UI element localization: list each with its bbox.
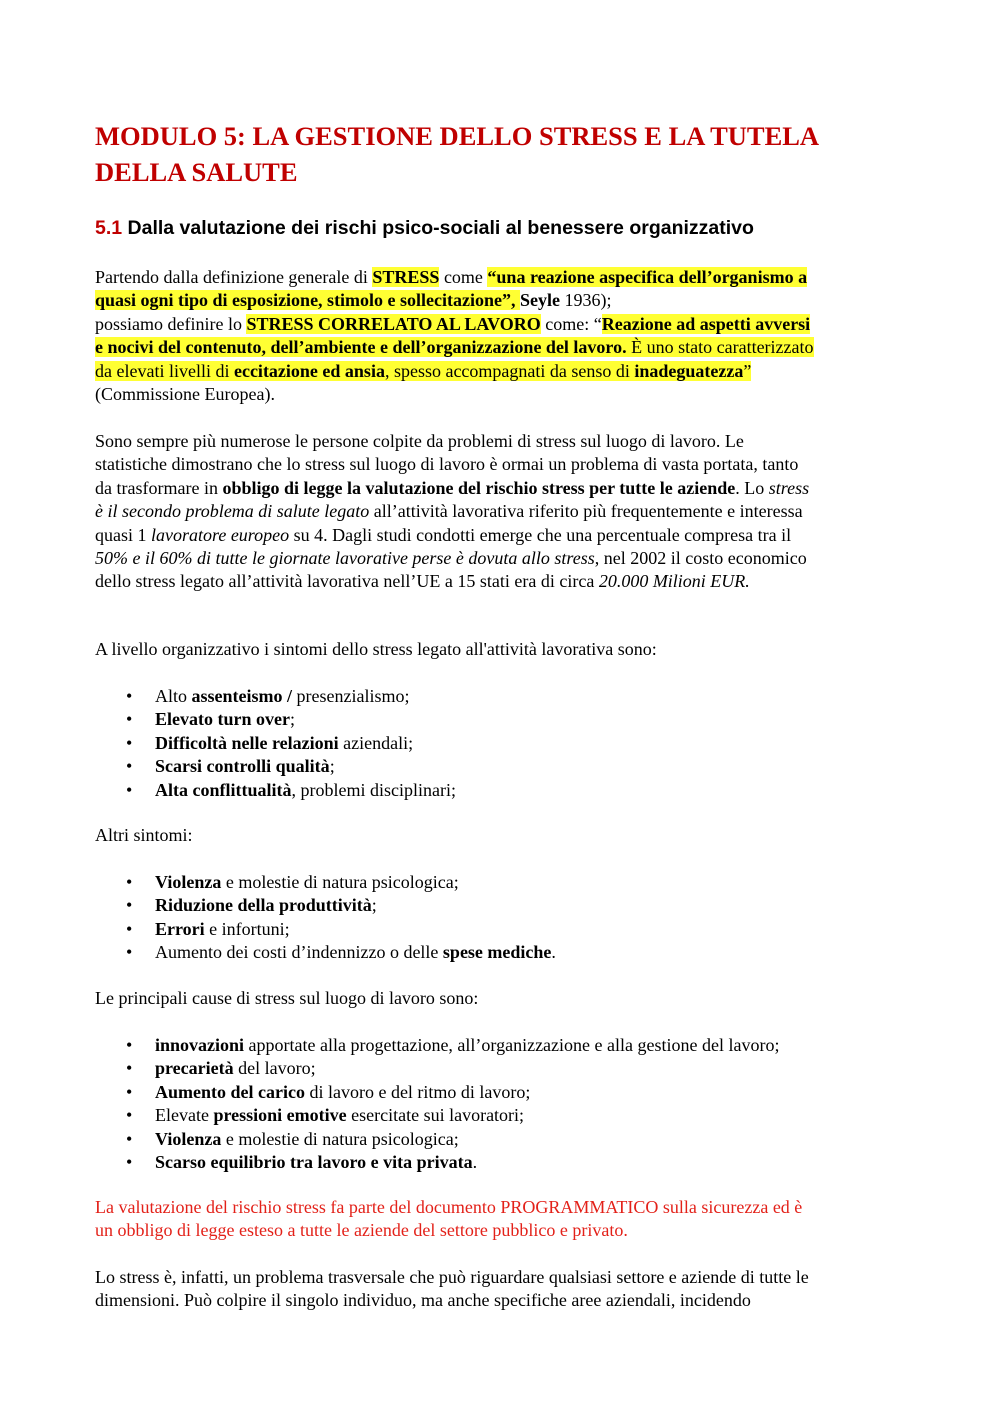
legal-note-line-1: La valutazione del rischio stress fa parte del documento PROGRAMMATICO sulla sicurezza ed è — [95, 1197, 803, 1217]
italic-run: lavoratore europeo — [151, 524, 290, 545]
list-item — [95, 685, 907, 708]
text-run: dello stress legato all’attività lavorativa nell’UE a 15 stati era di circa — [95, 571, 599, 592]
list-item — [95, 1128, 907, 1151]
intro-line-3 — [95, 313, 907, 336]
bold-run: Errori — [155, 918, 205, 939]
bold-run: Scarso equilibrio tra lavoro e vita privata — [155, 1152, 473, 1173]
list-item — [95, 1057, 907, 1080]
page-title-line-1: MODULO 5: LA GESTIONE DELLO STRESS E LA TUTELA — [95, 121, 820, 151]
bullet-icon: • — [126, 779, 133, 800]
bullet-icon: • — [126, 1128, 133, 1149]
bullet-icon: • — [126, 942, 133, 963]
list-item — [95, 1104, 907, 1127]
bullet-icon: • — [126, 686, 133, 706]
bullet-icon: • — [126, 1152, 133, 1173]
intro-paragraph — [95, 266, 907, 406]
bold-run: precarietà — [155, 1058, 234, 1079]
highlight-run: STRESS — [372, 267, 440, 287]
list-item — [95, 1081, 907, 1104]
text-run: Aumento dei costi d’indennizzo o delle — [155, 942, 443, 963]
list-item — [95, 732, 907, 755]
list-item — [95, 779, 907, 802]
text-run: e molestie di natura psicologica; — [221, 1128, 459, 1149]
bold-run: assenteismo / — [191, 686, 293, 706]
italic-run: 50% e il 60% di tutte le giornate lavorative perse è dovuta allo stress — [95, 548, 595, 569]
org-symptoms-list — [95, 685, 907, 802]
text-run: Elevate — [155, 1105, 214, 1126]
bullet-icon: • — [126, 709, 133, 730]
closing-paragraph — [95, 1266, 907, 1313]
text-run: esercitate sui lavoratori; — [346, 1105, 525, 1126]
bold-run: innovazioni — [155, 1035, 245, 1055]
text-run: . — [551, 942, 556, 963]
text-run: ; — [289, 709, 295, 730]
text-run: su 4. Dagli studi condotti emerge che una percentuale compresa tra il — [289, 524, 792, 545]
bold-run: Violenza — [155, 872, 222, 892]
bold-run: Violenza — [155, 1128, 222, 1149]
text-run: e infortuni; — [204, 918, 290, 939]
page-title-line-2: DELLA SALUTE — [95, 157, 298, 187]
highlight-run: da elevati livelli di — [95, 360, 234, 381]
other-symptoms-list — [95, 871, 907, 965]
text-run: da trasformare in — [95, 477, 223, 498]
highlight-run: quasi ogni tipo di esposizione, stimolo e sollecitazione”, — [95, 290, 521, 311]
bullet-icon: • — [126, 918, 133, 939]
text-run: ; — [371, 895, 377, 916]
stats-line-1: Sono sempre più numerose le persone colpite da problemi di stress sul luogo di lavoro. Le — [95, 431, 744, 451]
stats-line-4 — [95, 500, 907, 523]
highlight-run: STRESS CORRELATO AL LAVORO — [246, 313, 541, 334]
legal-note — [95, 1196, 907, 1243]
list-item — [95, 708, 907, 731]
bold-run: obbligo di legge la valutazione del rischio stress per tutte le aziende — [222, 477, 736, 498]
text-run: come: “ — [540, 313, 602, 334]
stats-line-7 — [95, 570, 907, 593]
stats-line-5 — [95, 524, 907, 547]
bullet-icon: • — [126, 1081, 133, 1102]
list-item — [95, 894, 907, 917]
bullet-icon: • — [126, 1035, 133, 1055]
causes-list — [95, 1034, 907, 1174]
section-title: Dalla valutazione dei rischi psico-sociali al benessere organizzativo — [127, 217, 754, 239]
bold-run: pressioni emotive — [213, 1105, 347, 1126]
bold-run: Scarsi controlli qualità — [155, 756, 330, 777]
highlight-run: “una reazione aspecifica dell’organismo a — [487, 267, 808, 287]
closing-line-1: Lo stress è, infatti, un problema trasversale che può riguardare qualsiasi settore e aziende di tutte le — [95, 1267, 809, 1287]
section-number: 5.1 — [95, 217, 123, 239]
bullet-icon: • — [126, 1058, 133, 1079]
stats-line-2: statistiche dimostrano che lo stress sul luogo di lavoro è ormai un problema di vasta portata, tanto — [95, 454, 799, 475]
text-run: , nel 2002 il costo economico — [594, 548, 807, 569]
text-run: e molestie di natura psicologica; — [221, 872, 459, 892]
bold-run: Alta conflittualità — [155, 779, 292, 800]
list-item — [95, 1034, 907, 1057]
highlight-run: e nocivi del contenuto, dell’ambiente e dell’organizzazione del lavoro. — [95, 337, 627, 358]
list-item — [95, 1151, 907, 1174]
italic-run: stress — [768, 477, 810, 498]
text-run: all’attività lavorativa riferito più frequentemente e interessa — [369, 501, 803, 522]
intro-line-6: (Commissione Europea). — [95, 384, 275, 405]
text-run: aziendali; — [338, 732, 414, 753]
text-run: del lavoro; — [233, 1058, 316, 1079]
text-run: possiamo definire lo — [95, 313, 247, 334]
text-run: Alto — [155, 686, 192, 706]
org-symptoms-heading: A livello organizzativo i sintomi dello stress legato all'attività lavorativa sono: — [95, 639, 657, 659]
causes-heading: Le principali cause di stress sul luogo di lavoro sono: — [95, 988, 479, 1008]
list-item — [95, 918, 907, 941]
bullet-icon: • — [126, 1105, 133, 1126]
intro-line-1 — [95, 266, 907, 289]
text-run: . Lo — [735, 477, 769, 498]
highlight-run: È uno stato caratterizzato — [626, 337, 814, 358]
stats-line-6 — [95, 547, 907, 570]
highlight-run: eccitazione ed ansia — [233, 360, 385, 381]
bullet-icon: • — [126, 895, 133, 916]
text-run: 1936); — [560, 290, 612, 311]
legal-note-line-2: un obbligo di legge esteso a tutte le aziende del settore pubblico e privato. — [95, 1220, 628, 1241]
bold-run: Difficoltà nelle relazioni — [155, 732, 339, 753]
highlight-run: ” — [743, 360, 752, 381]
text-run: . — [472, 1152, 478, 1173]
list-item — [95, 755, 907, 778]
bold-run: Riduzione della produttività — [155, 895, 372, 916]
intro-line-5 — [95, 360, 907, 383]
text-run: apportate alla progettazione, all’organizzazione e alla gestione del lavoro; — [244, 1035, 780, 1055]
page-title — [95, 118, 915, 190]
bold-run: spese mediche — [442, 942, 552, 963]
section-heading — [95, 213, 935, 243]
bold-run: Aumento del carico — [155, 1081, 305, 1102]
highlight-run: Reazione ad aspetti avversi — [601, 313, 811, 334]
bullet-icon: • — [126, 732, 133, 753]
stats-line-3 — [95, 477, 907, 500]
bold-run: Elevato turn over — [155, 709, 290, 730]
text-run: come — [439, 267, 488, 287]
statistics-paragraph — [95, 430, 907, 594]
other-symptoms-heading: Altri sintomi: — [95, 825, 193, 845]
intro-line-4 — [95, 336, 907, 359]
closing-line-2: dimensioni. Può colpire il singolo individuo, ma anche specifiche aree aziendali, incidendo — [95, 1290, 751, 1311]
list-item — [95, 941, 907, 964]
text-run: di lavoro e del ritmo di lavoro; — [304, 1081, 531, 1102]
bullet-icon: • — [126, 756, 133, 777]
highlight-run: inadeguatezza — [634, 360, 744, 381]
text-run: quasi 1 — [95, 524, 151, 545]
text-run: presenzialismo; — [292, 686, 410, 706]
text-run: ; — [329, 756, 335, 777]
italic-run: è il secondo problema di salute legato — [95, 501, 370, 522]
text-run: Seyle — [520, 290, 561, 311]
highlight-run: , spesso accompagnati da senso di — [384, 360, 635, 381]
italic-run: 20.000 Milioni EUR. — [598, 571, 750, 592]
intro-line-2 — [95, 289, 907, 312]
text-run: Partendo dalla definizione generale di — [95, 267, 373, 287]
text-run: , problemi disciplinari; — [291, 779, 456, 800]
bullet-icon: • — [126, 872, 133, 892]
list-item — [95, 871, 907, 894]
